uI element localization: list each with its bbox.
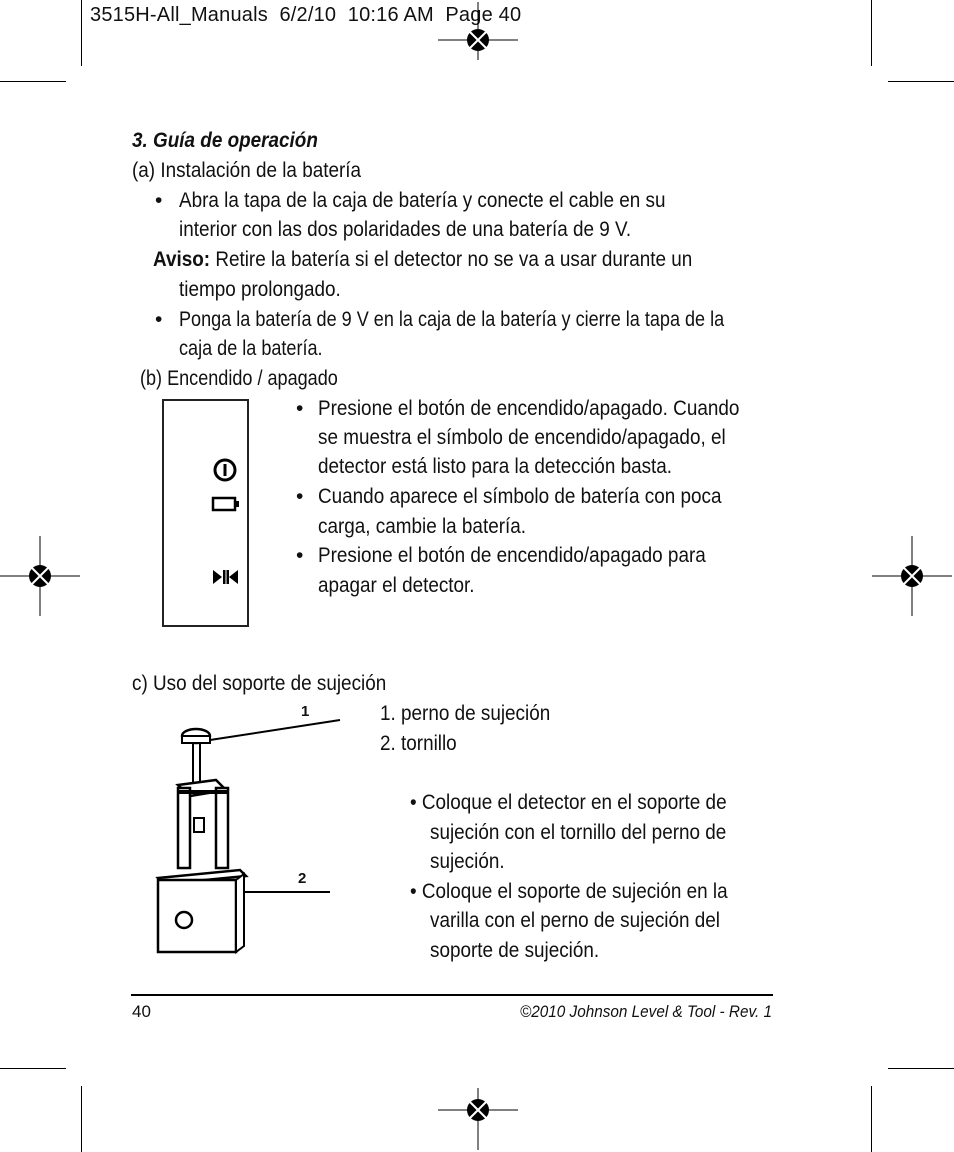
registration-mark-bottom-icon [438,1070,518,1150]
battery-bullet2-line1: Ponga la batería de 9 V en la caja de la batería y cierre la tapa de la [179,308,725,331]
power-heading: (b) Encendido / apagado [140,367,338,390]
callout-number-1: 1 [301,703,310,720]
power-bullet1-line1: Presione el botón de encendido/apagado. Cuando [318,397,740,420]
clamp-item-1: 1. perno de sujeción [380,702,551,725]
detector-panel-illustration [162,399,249,627]
battery-bullet1-line2: interior con las dos polaridades de una batería de 9 V. [179,218,632,241]
bullet-marker: • [296,485,304,508]
section-title: 3. Guía de operación [132,129,318,152]
skip-arrows-icon [211,568,239,586]
clamp-bracket-illustration [150,700,350,962]
crop-mark-bottom-right-vertical [871,1086,872,1152]
low-battery-icon [211,495,241,513]
crop-mark-bottom-right-horizontal [888,1068,954,1069]
crop-mark-top-left-horizontal [0,81,66,82]
power-bullet3-line2: apagar el detector. [318,574,475,597]
power-bullet3-line1: Presione el botón de encendido/apagado para [318,544,706,567]
clamp-item-2: 2. tornillo [380,732,457,755]
crop-mark-top-left-vertical [81,0,82,66]
print-slug: 3515H-All_Manuals 6/2/10 10:16 AM Page 40 [90,4,522,26]
aviso-line1 [153,246,692,274]
clamp-bullet2-line3: soporte de sujeción. [430,939,600,962]
registration-mark-right-icon [872,536,952,616]
footer-rule [131,994,773,996]
battery-bullet1-line1: Abra la tapa de la caja de batería y conecte el cable en su [179,189,666,212]
crop-mark-top-right-horizontal [888,81,954,82]
aviso-text: Retire la batería si el detector no se va a usar durante un [210,248,693,271]
clamp-heading: c) Uso del soporte de sujeción [132,672,387,695]
copyright-notice: ©2010 Johnson Level & Tool - Rev. 1 [520,1002,772,1021]
clamp-bullet1-line1: • Coloque el detector en el soporte de [410,791,727,814]
power-bullet2-line1: Cuando aparece el símbolo de batería con poca [318,485,722,508]
bullet-marker: • [296,544,304,567]
power-bullet1-line2: se muestra el símbolo de encendido/apagado, el [318,426,726,449]
clamp-bullet2-line2: varilla con el perno de sujeción del [430,909,720,932]
clamp-bullet1-line3: sujeción. [430,850,505,873]
aviso-line2: tiempo prolongado. [179,278,341,301]
battery-heading: (a) Instalación de la batería [132,159,362,182]
power-bullet1-line3: detector está listo para la detección basta. [318,455,673,478]
aviso-label: Aviso: [153,248,211,271]
power-symbol-icon [212,457,238,483]
registration-mark-top-icon [438,2,518,82]
power-bullet2-line2: carga, cambie la batería. [318,515,527,538]
clamp-bullet1-line2: sujeción con el tornillo del perno de [430,821,727,844]
bullet-marker: • [155,308,163,331]
crop-mark-top-right-vertical [871,0,872,66]
crop-mark-bottom-left-horizontal [0,1068,66,1069]
page-number: 40 [132,1002,151,1021]
registration-mark-left-icon [0,536,80,616]
crop-mark-bottom-left-vertical [81,1086,82,1152]
battery-bullet2-line2: caja de la batería. [179,337,323,360]
callout-number-2: 2 [298,870,307,887]
bullet-marker: • [155,189,163,212]
clamp-bullet2-line1: • Coloque el soporte de sujeción en la [410,880,728,903]
bullet-marker: • [296,397,304,420]
